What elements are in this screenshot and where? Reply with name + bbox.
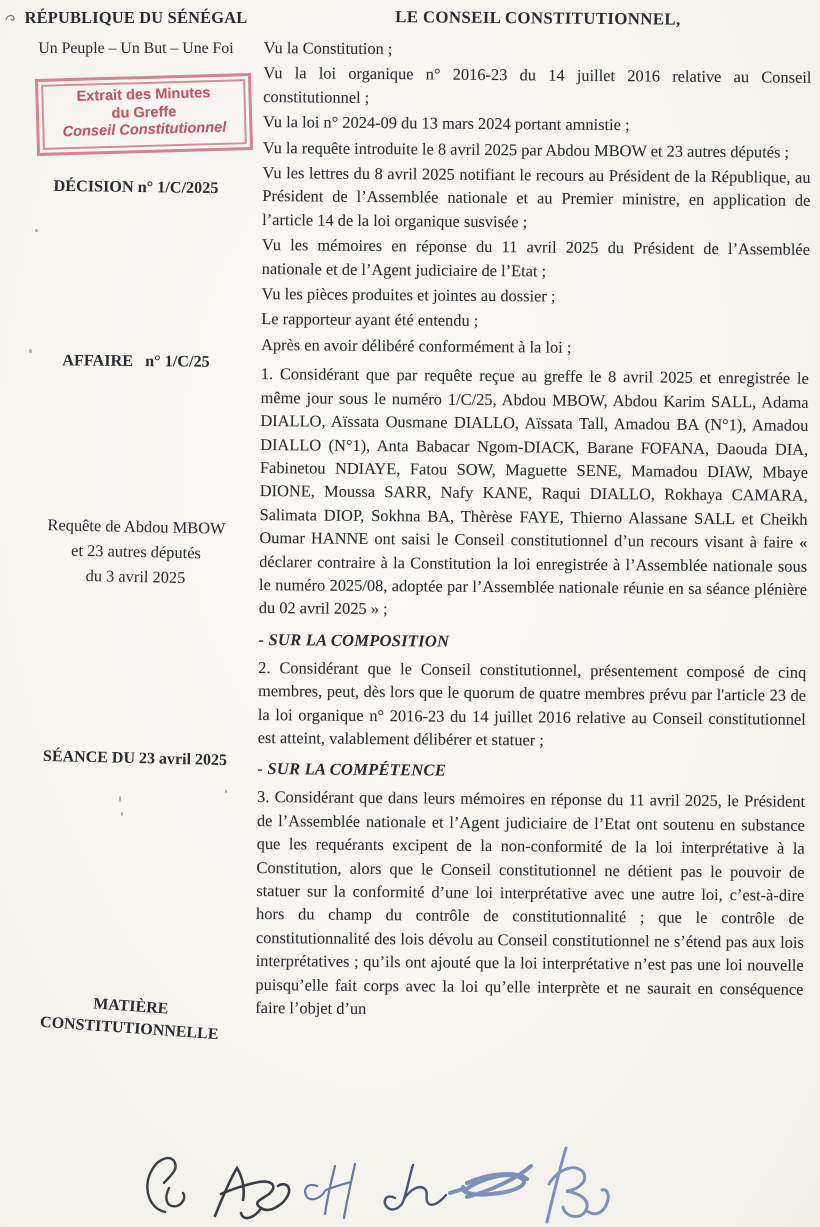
stamp-line-2: du Greffe (111, 103, 177, 122)
matter-line-2: CONSTITUTIONNELLE (39, 1013, 220, 1044)
case-number: AFFAIRE n° 1/C/25 (62, 351, 210, 371)
petition-line-2: et 23 autres députés (70, 540, 202, 563)
section-heading-competence: - SUR LA COMPÉTENCE (257, 759, 447, 780)
signature-mark-5 (450, 1166, 531, 1197)
considerant-2: 2. Considérant que le Conseil constitutionnel, présentement composé de cinq membres, peut, dès lors que le quorum de quatre membres prévu par l'article 23 de la loi organique n° 2016-23 du 14 juillet 2016 relative au Conseil constitutionnel est atteint, valablement délibérer et statuer ; (257, 657, 807, 750)
session-date: SÉANCE DU 23 avril 2025 (42, 747, 228, 770)
petition-reference (11, 511, 261, 591)
scan-speck (35, 229, 38, 232)
visa-item: Vu les lettres du 8 avril 2025 notifiant le recours au Président de la République, au Président de l’Assemblée nationale et au Premier ministre, en application de l’article 14 de la loi organique susvisée ; (262, 163, 811, 232)
signature-mark-1 (147, 1158, 184, 1212)
scan-artifact-curl (4, 8, 20, 24)
national-motto: Un Peuple – Un But – Une Foi (38, 40, 234, 57)
petition-line-1: Requête de Abdou MBOW (47, 515, 226, 538)
signature-mark-3 (305, 1164, 355, 1218)
visa-item: Vu les pièces produites et jointes au dossier ; (261, 284, 556, 306)
visa-item: Vu la loi n° 2024-09 du 13 mars 2024 portant amnistie ; (262, 112, 630, 135)
signature-mark-2 (215, 1168, 289, 1218)
scan-speck (29, 349, 32, 353)
left-margin-column (0, 0, 262, 1227)
main-text-column (255, 6, 812, 1026)
petition-line-3: du 3 avril 2025 (85, 565, 186, 588)
section-heading-composition: - SUR LA COMPOSITION (258, 629, 450, 651)
registry-stamp-text (41, 79, 247, 149)
stamp-line-3: Conseil Constitutionnel (62, 119, 227, 141)
signature-marks (95, 1138, 735, 1226)
visa-item: Vu la loi organique n° 2016-23 du 14 juillet 2016 relative au Conseil constitutionnel ; (263, 63, 812, 107)
visa-item: Après en avoir délibéré conformément à la loi ; (260, 334, 572, 357)
considerant-3: 3. Considérant que dans leurs mémoires en réponse du 11 avril 2025, le Président de l’Assemblée nationale et l’Agent judiciaire de l’Etat ont soutenu en substance que les requérants excipent de la non-conformité de la loi interprétative à la Constitution, alors que le Conseil constitutionnel ne détient pas le pouvoir de statuer sur la conformité d’une loi interprétative avec une autre loi, c’est-à-dire hors du champ du contrôle de constitutionnalité ; que le contrôle de constitutionnalité des lois dévolu au Conseil constitutionnel ne s’étend pas aux lois interprétatives ; qu’ils ont ajouté que la loi interprétative n’est pas une loi nouvelle puisqu’elle fait corps avec la loi qu’elle interprète et ne saurait en conséquence faire l’objet d’un (255, 787, 806, 1018)
scan-speck (121, 812, 123, 816)
document-title: LE CONSEIL CONSTITUTIONNEL, (395, 7, 681, 29)
visa-item: Vu les mémoires en réponse du 11 avril 2025 du Président de l’Assemblée nationale et de l’Agent judiciaire de l’Etat ; (261, 235, 810, 281)
scan-speck (225, 790, 227, 793)
decision-number: DÉCISION n° 1/C/2025 (53, 176, 219, 198)
signature-mark-6 (547, 1148, 608, 1222)
country-title: RÉPUBLIQUE DU SÉNÉGAL (24, 8, 248, 27)
matter-line-1: MATIÈRE (92, 995, 169, 1018)
registry-stamp (35, 73, 253, 156)
matter-type (0, 987, 261, 1049)
scan-speck (119, 796, 121, 802)
visa-item: Vu la Constitution ; (263, 37, 393, 59)
stamp-line-1: Extrait des Minutes (76, 85, 211, 105)
visa-item: Le rapporteur ayant été entendu ; (261, 309, 479, 331)
signature-mark-4 (385, 1165, 446, 1209)
considerant-1: 1. Considérant que par requête reçue au greffe le 8 avril 2025 et enregistrée le même jour sous le numéro 1/C/25, Abdou MBOW, Abdou Karim SALL, Adama DIALLO, Aïssata Ousmane DIALLO, Aïssata Tall, Amadou BA (N°1), Amadou DIALLO (N°1), Anta Babacar Ngom-DIACK, Barane FOFANA, Daouda DIA, Fabinetou NDIAYE, Fatou SOW, Maguette SENE, Mamadou DIAW, Mbaye DIONE, Moussa SARR, Nafy KANE, Raqui DIALLO, Rokhaya CAMARA, Salimata DIOP, Sokhna BA, Thèrèse FAYE, Thierno Alassane SALL et Cheikh Oumar HANNE ont saisi le Conseil constitutionnel d’un recours visant à faire « déclarer contraire à la Constitution la loi enregistrée à l’Assemblée nationale sous le numéro 2025/08, adoptée par l’Assemblée nationale réunie en sa séance plénière du 02 avril 2025 » ; (258, 364, 809, 619)
visa-item: Vu la requête introduite le 8 avril 2025 par Abdou MBOW et 23 autres députés ; (262, 137, 790, 162)
